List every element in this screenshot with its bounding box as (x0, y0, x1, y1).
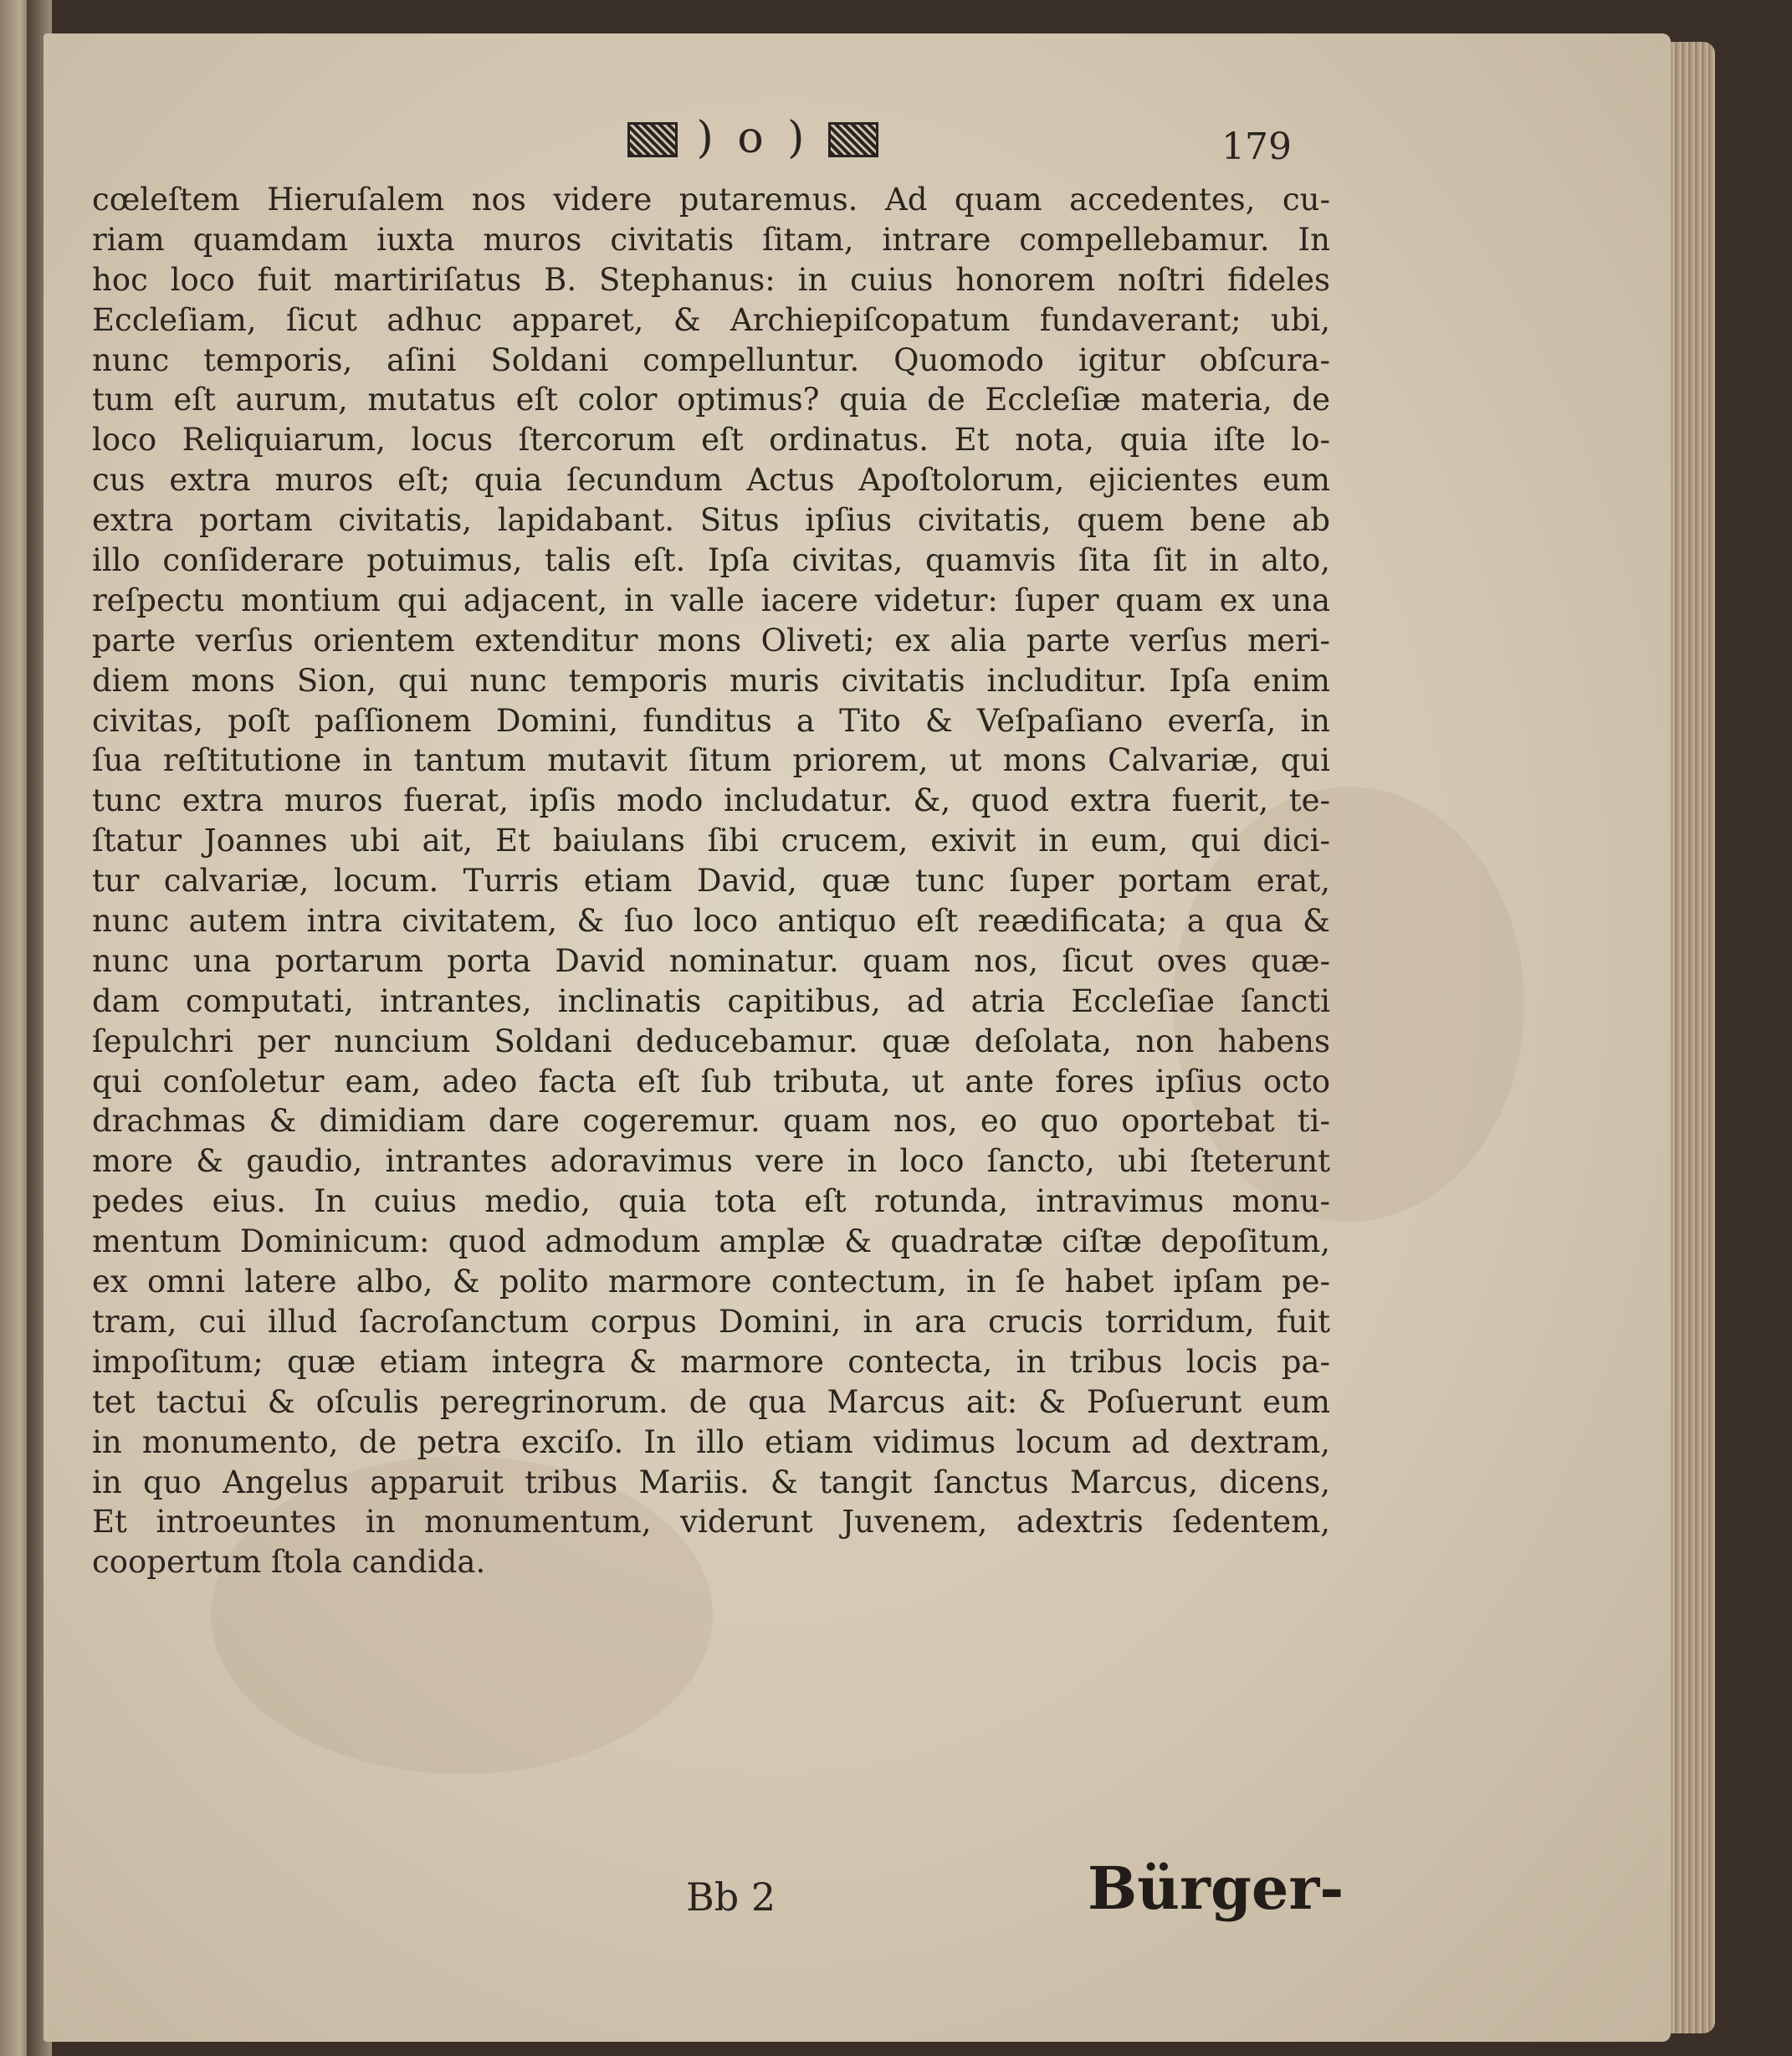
ornament-left-icon (627, 122, 678, 157)
text-line: in monumento, de petra exciſo. In illo etiam vidimus locum ad dextram, (92, 1423, 1330, 1460)
text-line: nunc autem intra civitatem, & ſuo loco antiquo eſt reædificata; a qua & (92, 903, 1330, 940)
page-block-edges (1665, 42, 1715, 2033)
text-line: tunc extra muros fuerat, ipſis modo includatur. &, quod extra fuerit, te- (92, 782, 1330, 819)
text-line: hoc loco fuit martiriſatus B. Stephanus: in cuius honorem noſtri fideles (92, 261, 1330, 298)
catchword: Bürger- (1088, 1853, 1344, 1923)
text-line: Et introeuntes in monumentum, viderunt Juvenem, adextris ſedentem, (92, 1504, 1330, 1541)
text-line: impoſitum; quæ etiam integra & marmore contecta, in tribus locis pa- (92, 1343, 1330, 1380)
body-text (92, 180, 1330, 1582)
text-line: cœleſtem Hieruſalem nos videre putaremus. Ad quam accedentes, cu- (92, 182, 1330, 218)
text-line: pedes eius. In cuius medio, quia tota eſt rotunda, intravimus monu- (92, 1183, 1330, 1220)
text-line: ſepulchri per nuncium Soldani deducebamur. quæ deſolata, non habens (92, 1023, 1330, 1059)
text-line: in quo Angelus apparuit tribus Mariis. & tangit ſanctus Marcus, dicens, (92, 1464, 1330, 1500)
text-line: drachmas & dimidiam dare cogeremur. quam nos, eo quo oportebat ti- (92, 1103, 1330, 1140)
text-line: tur calvariæ, locum. Turris etiam David, quæ tunc ſuper portam erat, (92, 863, 1330, 900)
text-line: tet tactui & oſculis peregrinorum. de qua Marcus ait: & Poſuerunt eum (92, 1383, 1330, 1420)
text-line: tram, cui illud ſacroſanctum corpus Domini, in ara crucis torridum, fuit (92, 1303, 1330, 1340)
text-line: ſua reſtitutione in tantum mutavit ſitum priorem, ut mons Calvariæ, qui (92, 742, 1330, 779)
header-ornament-text: ) o ) (696, 113, 810, 163)
text-line: ſtatur Joannes ubi ait, Et baiulans ſibi crucem, exivit in eum, qui dici- (92, 823, 1330, 859)
page-header (586, 113, 920, 163)
text-line: tum eſt aurum, mutatus eſt color optimus? quia de Eccleſiæ materia, de (92, 382, 1330, 418)
signature-mark: Bb 2 (686, 1874, 776, 1920)
text-line: more & gaudio, intrantes adoravimus vere in loco ſancto, ubi ſteterunt (92, 1143, 1330, 1180)
text-line: illo conſiderare potuimus, talis eſt. Ipſa civitas, quamvis ſita ſit in alto, (92, 542, 1330, 579)
text-line: coopertum ſtola candida. (92, 1544, 486, 1581)
text-line: reſpectu montium qui adjacent, in valle iacere videtur: ſuper quam ex una (92, 582, 1330, 618)
text-line: Eccleſiam, ſicut adhuc apparet, & Archiepiſcopatum fundaverant; ubi, (92, 301, 1330, 338)
text-line: parte verſus orientem extenditur mons Oliveti; ex alia parte verſus meri- (92, 622, 1330, 659)
text-line: riam quamdam iuxta muros civitatis ſitam, intrare compellebamur. In (92, 221, 1330, 258)
ornament-right-icon (828, 122, 878, 157)
text-line: ex omni latere albo, & polito marmore contectum, in ſe habet ipſam pe- (92, 1264, 1330, 1300)
text-line: nunc temporis, aſini Soldani compelluntur. Quomodo igitur obſcura- (92, 341, 1330, 378)
text-line: mentum Dominicum: quod admodum amplæ & quadratæ ciſtæ depoſitum, (92, 1223, 1330, 1260)
text-line: extra portam civitatis, lapidabant. Situs ipſius civitatis, quem bene ab (92, 502, 1330, 539)
text-line: loco Reliquiarum, locus ſtercorum eſt ordinatus. Et nota, quia iſte lo- (92, 422, 1330, 459)
text-line: cus extra muros eſt; quia ſecundum Actus Apoſtolorum, ejicientes eum (92, 462, 1330, 499)
page-number: 179 (1221, 126, 1292, 168)
text-line: dam computati, intrantes, inclinatis capitibus, ad atria Eccleſiae ſancti (92, 982, 1330, 1019)
text-line: diem mons Sion, qui nunc temporis muris civitatis includitur. Ipſa enim (92, 662, 1330, 699)
text-line: qui conſoletur eam, adeo facta eſt ſub tributa, ut ante fores ipſius octo (92, 1063, 1330, 1100)
text-line: civitas, poſt paſſionem Domini, funditus a Tito & Veſpaſiano everſa, in (92, 702, 1330, 739)
text-line: nunc una portarum porta David nominatur. quam nos, ſicut oves quæ- (92, 942, 1330, 979)
